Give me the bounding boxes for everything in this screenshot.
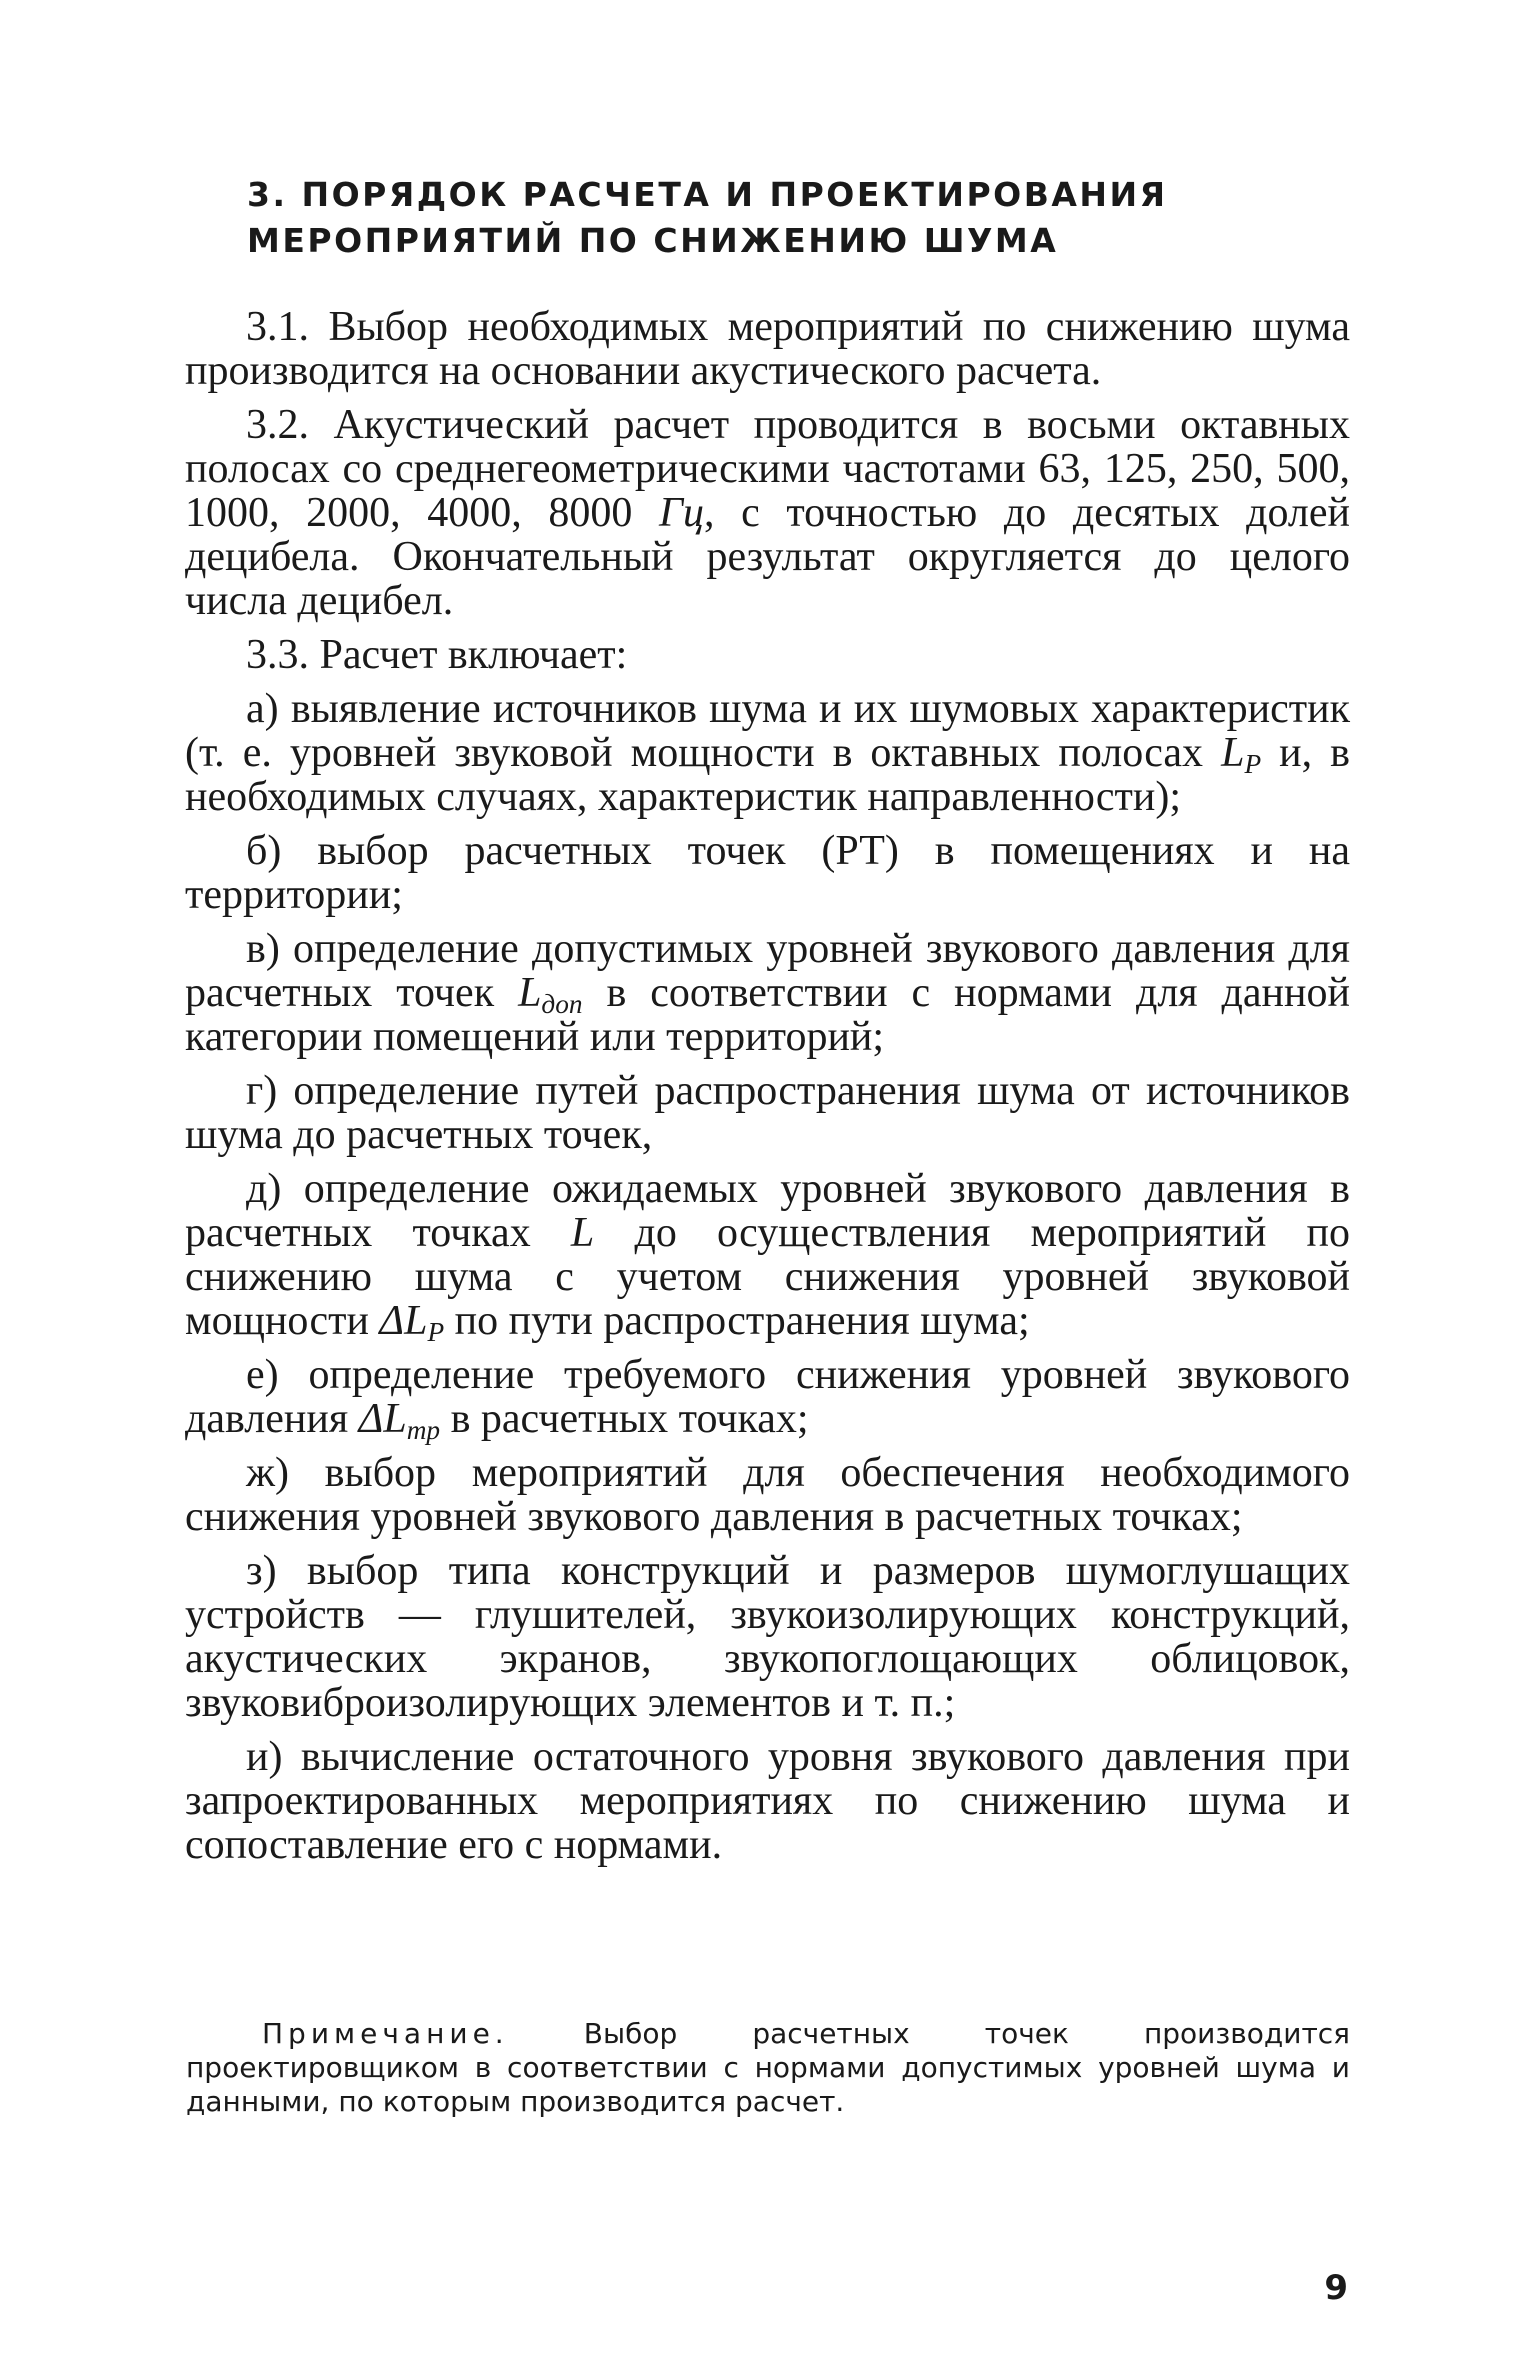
note-label: Примечание. (262, 2017, 509, 2050)
list-item-v-text-end: в соответствии с нормами для данной категории помещений или территорий; (185, 970, 1350, 1060)
section-heading-line-2: МЕРОПРИЯТИЙ ПО СНИЖЕНИЮ ШУМА (247, 221, 1059, 260)
paragraph-3-2-text-end: , с точностью до десятых долей децибела. Окончательный результат округляется до целого числа децибел. (185, 490, 1351, 624)
list-item-d-text-end: по пути распространения шума; (444, 1298, 1030, 1344)
list-item-d-text-middle: до осуществления мероприятий по снижению шума с учетом снижения уровней звуковой мощности (185, 1210, 1350, 1344)
section-body (185, 305, 1350, 1877)
list-item-e-text-end: в расчетных точках; (440, 1396, 809, 1442)
paragraph-3-3: 3.3. Расчет включает: (246, 632, 628, 678)
paragraph-3-2 (185, 403, 1350, 623)
symbol-l: L (570, 1210, 595, 1256)
symbol-delta-ltr (358, 1396, 441, 1445)
list-item-v (185, 927, 1350, 1059)
list-item-a-text-start: а) выявление источников шума и их шумовых характеристик (т. е. уровней звуковой мощности в октавных полосах (185, 686, 1350, 776)
list-item-b: б) выбор расчетных точек (РТ) в помещениях и на территории; (185, 828, 1350, 918)
list-item-a (185, 687, 1350, 819)
paragraph-3-1: 3.1. Выбор необходимых мероприятий по снижению шума производится на основании акустического расчета. (185, 304, 1350, 394)
list-item-e (185, 1352, 1350, 1445)
list-item-e-text-start: е) определение требуемого снижения уровней звукового давления (185, 1352, 1350, 1442)
symbol-delta-lp-letter: ΔL (379, 1298, 428, 1344)
symbol-lp-letter: L (1221, 730, 1245, 776)
section-heading-line-1: 3. ПОРЯДОК РАСЧЕТА И ПРОЕКТИРОВАНИЯ (247, 175, 1168, 214)
symbol-ldop (518, 970, 583, 1019)
symbol-lp (1221, 730, 1262, 779)
list-item-a-text-end: и, в необходимых случаях, характеристик направленности); (185, 730, 1350, 820)
frequency-unit: Гц (659, 490, 704, 536)
footnote-note (186, 2017, 1350, 2119)
symbol-ldop-subscript: доп (541, 988, 583, 1019)
symbol-lp-subscript: P (1244, 748, 1262, 779)
symbol-delta-ltr-letter: ΔL (358, 1396, 407, 1442)
note-text: Выбор расчетных точек производится проектировщиком в соответствии с нормами допустимых уровней шума и данными, по которым производится расчет. (186, 2017, 1350, 2118)
symbol-delta-lp (379, 1298, 445, 1347)
symbol-delta-lp-subscript: P (427, 1316, 445, 1347)
paragraph-3-2-text-start: 3.2. Акустический расчет проводится в восьми октавных полосах со среднегеометрическими частотами 63, 125, 250, 500, 1000, 2000, 4000, 8000 (185, 402, 1350, 536)
list-item-zh: ж) выбор мероприятий для обеспечения необходимого снижения уровней звукового давления в расчетных точках; (185, 1450, 1350, 1540)
list-item-i: и) вычисление остаточного уровня звукового давления при запроектированных мероприятиях по снижению шума и сопоставление его с нормами. (185, 1734, 1350, 1868)
page-number: 9 (1324, 2268, 1348, 2308)
list-item-z: з) выбор типа конструкций и размеров шумоглушащих устройств — глушителей, звукоизолирующих конструкций, акустических экранов, звукопоглощающих облицовок, звуковиброизолирующих элементов и т. п.; (185, 1548, 1350, 1726)
symbol-ldop-letter: L (518, 970, 542, 1016)
list-item-d-text-start: д) определение ожидаемых уровней звукового давления в расчетных точках (185, 1166, 1350, 1256)
list-item-v-text-start: в) определение допустимых уровней звукового давления для расчетных точек (185, 926, 1350, 1016)
list-item-g: г) определение путей распространения шума от источников шума до расчетных точек, (185, 1068, 1350, 1158)
symbol-delta-ltr-subscript: тр (406, 1414, 441, 1445)
section-heading (247, 172, 1377, 264)
list-item-d (185, 1166, 1350, 1347)
